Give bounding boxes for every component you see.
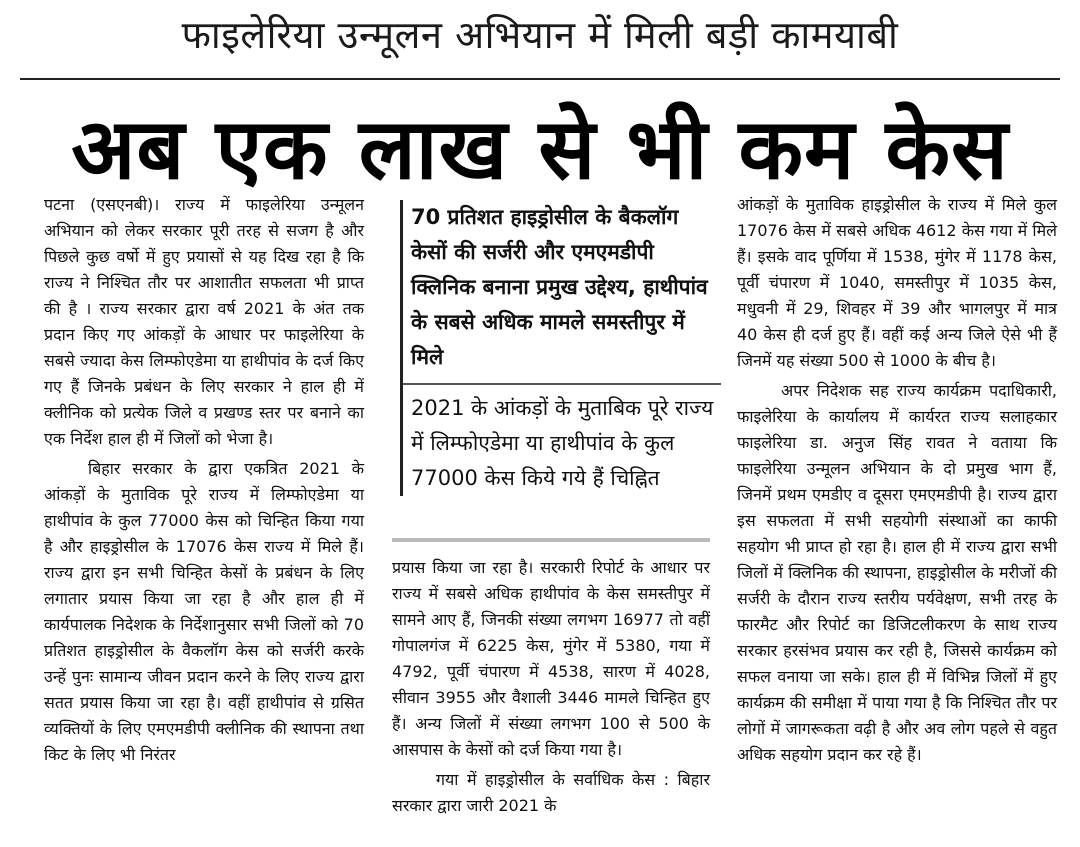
pull-quote-bottom-rule: [392, 538, 710, 542]
article-column-1: [44, 192, 364, 772]
pull-quote-secondary: 2021 के आंकड़ों के मुताबिक पूरे राज्य में लिम्फोएडेमा या हाथीपांव के कुल 77000 केस किये गये हैं चिह्नित: [411, 396, 714, 490]
column3-paragraph-1: आंकड़ों के मुताविक हाइड्रोसील के राज्य में मिले कुल 17076 केस में सबसे अधिक 4612 केस गया में मिले हैं। इसके वाद पूर्णिया में 1538, मुंगेर में 1178 केस, पूर्वी चंपारण में 1040, समस्तीपुर में 1035 केस, मधुवनी में 29, शिवहर में 39 और भागलपुर में मात्र 40 केस ही दर्ज हुए हैं। वहीं कई अन्य जिले ऐसे भी हैं जिनमें यह संख्या 500 से 1000 के बीच है।: [737, 195, 1057, 370]
main-headline: अब एक लाख से भी कम केस: [71, 100, 1009, 198]
article-column-3: [737, 192, 1057, 772]
kicker-divider: [20, 78, 1060, 80]
kicker-headline: फाइलेरिया उन्मूलन अभियान में मिली बड़ी कामयाबी: [181, 13, 899, 57]
article-column-2: [392, 555, 710, 823]
column2-paragraph-2: गया में हाइड्रोसील के सर्वाधिक केस : बिहार सरकार द्वारा जारी 2021 के: [392, 770, 710, 815]
pull-quote-box: [400, 200, 719, 496]
pull-quote-primary: 70 प्रतिशत हाइड्रोसील के बैकलॉग केसों की सर्जरी और एमएमडीपी क्लिनिक बनाना प्रमुख उद्देश्य, हाथीपांव के सबसे अधिक मामले समस्तीपुर में मिले: [411, 205, 708, 369]
column3-paragraph-2: अपर निदेशक सह राज्य कार्यक्रम पदाधिकारी, फाइलेरिया के कार्यालय में कार्यरत राज्य सलाहकार फाइलेरिया डा. अनुज सिंह रावत ने वताया कि फाइलेरिया उन्मूलन अभियान के दो प्रमुख भाग हैं, जिनमें प्रथम एमडीए व दूसरा एमएमडीपी है। राज्य द्वारा इस सफलता में सभी सहयोगी संस्थाओं का काफी सहयोग भी प्राप्त हो रहा है। हाल ही में राज्य द्वारा सभी जिलों में क्लिनिक की स्थापना, हाइड्रोसील के मरीजों की सर्जरी के दौरान राज्य स्तरीय पर्यवेक्षण, सभी तरह के फारमैट और रिपोर्ट का डिजिटलीकरण के साथ राज्य सरकार हरसंभव प्रयास कर रही है, जिससे कार्यक्रम को सफल वनाया जा सके। हाल ही में विभिन्न जिलों में हुए कार्यक्रम की समीक्षा में पाया गया है कि निश्चित तौर पर लोगों में जागरूकता वढ़ी है और अव लोग पहले से वहुत अधिक सहयोग प्रदान कर रहे हैं।: [737, 381, 1057, 764]
column1-paragraph-1: पटना (एसएनबी)। राज्य में फाइलेरिया उन्मूलन अभियान को लेकर सरकार पूरी तरह से सजग है और पिछले कुछ वर्षो में हुए प्रयासों से यह दिख रहा है कि राज्य ने निश्चित तौर पर आशातीत सफलता भी प्राप्त की है । राज्य सरकार द्वारा वर्ष 2021 के अंत तक प्रदान किए गए आंकड़ों के आधार पर फाइलेरिया के सबसे ज्यादा केस लिम्फोएडेमा या हाथीपांव के दर्ज किए गए हैं जिनके प्रबंधन के लिए सरकार ने हाल ही में क्लीनिक को प्रत्येक जिले व प्रखण्ड स्तर पर बनाने का एक निर्देश हाल ही में जिलों को भेजा है।: [44, 195, 364, 448]
column1-paragraph-2: बिहार सरकार के द्वारा एकत्रित 2021 के आंकड़ों के मुताविक पूरे राज्य में लिम्फोएडेमा या हाथीपांव के कुल 77000 केस को चिन्हित किया गया है और हाइड्रोसील के 17076 केस राज्य में मिले हैं। राज्य द्वारा इन सभी चिन्हित केसों के प्रबंधन के लिए लगातार प्रयास किया जा रहा है और हाल ही में कार्यपालक निदेशक के निर्देशानुसार सभी जिलों को 70 प्रतिशत हाइड्रोसील के वैकलॉग केस को सर्जरी करके उन्हें पुनः सामान्य जीवन प्रदान करने के लिए राज्य द्वारा सतत प्रयास किया जा रहा है। वहीं हाथीपांव से ग्रसित व्यक्तियों के लिए एमएमडीपी क्लीनिक की स्थापना तथा किट के लिए भी निरंतर: [44, 459, 364, 764]
pull-quote-divider: [403, 383, 721, 385]
column2-paragraph-1: प्रयास किया जा रहा है। सरकारी रिपोर्ट के आधार पर राज्य में सबसे अधिक हाथीपांव के केस समस्तीपुर में सामने आए हैं, जिनकी संख्या लगभग 16977 तो वहीं गोपालगंज में 6225 केस, मुंगेर में 5380, गया में 4792, पूर्वी चंपारण में 4538, सारण में 4028, सीवान 3955 और वैशाली 3446 मामले चिन्हित हुए हैं। अन्य जिलों में संख्या लगभग 100 से 500 के आसपास के केसों को दर्ज किया गया है।: [392, 558, 710, 759]
